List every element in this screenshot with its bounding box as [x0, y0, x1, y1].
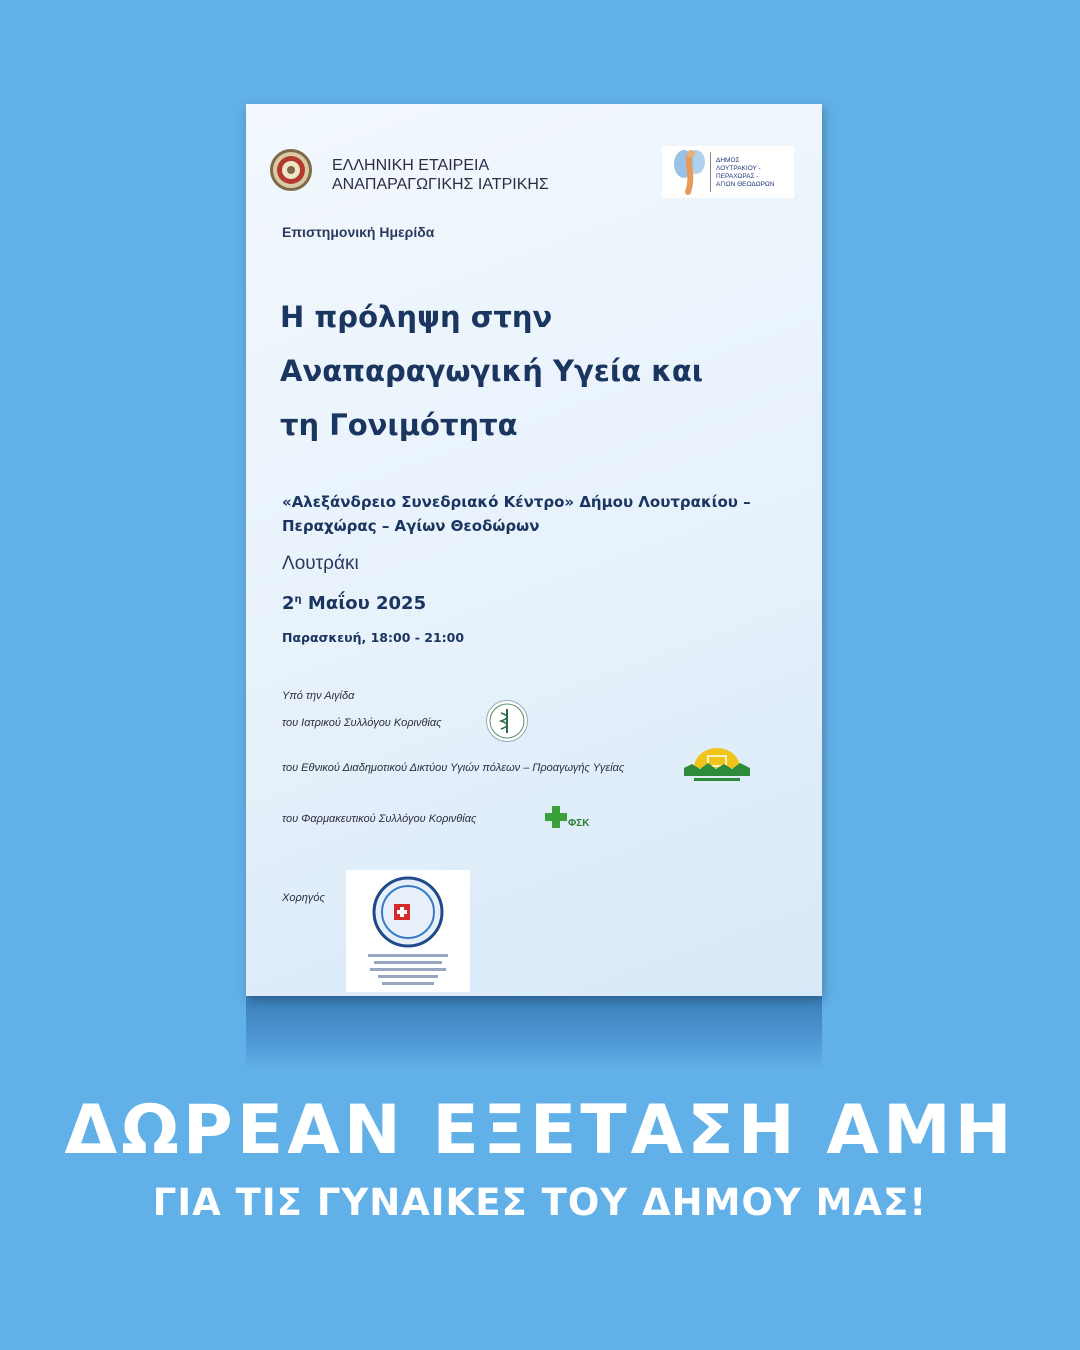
event-date: [282, 593, 426, 614]
municipality-line4: ΑΓΙΩΝ ΘΕΟΔΩΡΩΝ: [716, 181, 775, 188]
event-venue-line1: «Αλεξάνδρειο Συνεδριακό Κέντρο» Δήμου Λουτρακίου –: [282, 493, 751, 511]
sponsor-logo-icon: [346, 870, 470, 992]
pharmaceutical-association-logo: [542, 804, 596, 834]
municipality-line3: ΠΕΡΑΧΩΡΑΣ -: [716, 173, 759, 180]
subheadline: ΓΙΑ ΤΙΣ ΓΥΝΑΙΚΕΣ ΤΟΥ ΔΗΜΟΥ ΜΑΣ!: [152, 1181, 928, 1224]
auspices-pharma: του Φαρμακευτικού Συλλόγου Κορινθίας: [282, 813, 477, 825]
headline: ΔΩΡΕΑΝ ΕΞΕΤΑΣΗ ΑΜΗ: [64, 1091, 1016, 1170]
sponsor-label: Χορηγός: [282, 892, 325, 904]
event-poster: [246, 104, 822, 996]
municipality-logo: [662, 146, 794, 198]
event-title: [280, 290, 800, 452]
event-title-line2: Αναπαραγωγική Υγεία και: [280, 354, 704, 388]
event-venue-line2: Περαχώρας – Αγίων Θεοδώρων: [282, 517, 540, 535]
municipality-line2: ΛΟΥΤΡΑΚΙΟΥ -: [716, 165, 761, 172]
poster-shadow: [246, 995, 822, 1070]
society-name-line2: ΑΝΑΠΑΡΑΓΩΓΙΚΗΣ ΙΑΤΡΙΚΗΣ: [332, 176, 549, 193]
event-venue: [282, 490, 812, 538]
society-name: [332, 156, 592, 194]
healthy-cities-network-logo-icon: [682, 744, 752, 784]
auspices-medical: του Ιατρικού Συλλόγου Κορινθίας: [282, 717, 442, 729]
municipality-line1: ΔΗΜΟΣ: [716, 157, 740, 164]
event-title-line3: τη Γονιμότητα: [280, 408, 518, 442]
event-date-day: 2: [282, 593, 295, 614]
municipality-name: [716, 157, 796, 189]
municipality-divider: [710, 152, 711, 192]
auspices-network: του Εθνικού Διαδημοτικού Δικτύου Υγιών πόλεων – Προαγωγής Υγείας: [282, 762, 625, 774]
event-date-rest: Μαΐου 2025: [301, 593, 427, 614]
event-title-line1: Η πρόληψη στην: [280, 300, 553, 334]
event-city: Λουτράκι: [282, 553, 359, 574]
auspices-intro: Υπό την Αιγίδα: [282, 690, 355, 702]
event-type: Επιστημονική Ημερίδα: [282, 224, 435, 240]
event-time: Παρασκευή, 18:00 - 21:00: [282, 630, 465, 645]
society-logo-icon: [270, 149, 312, 191]
pharma-logo-text: ΦΣΚ: [568, 818, 590, 829]
angel-figure-icon: [668, 146, 712, 198]
medical-association-logo-icon: [486, 700, 528, 742]
event-date-suffix: η: [294, 594, 302, 605]
society-name-line1: ΕΛΛΗΝΙΚΗ ΕΤΑΙΡΕΙΑ: [332, 157, 490, 174]
